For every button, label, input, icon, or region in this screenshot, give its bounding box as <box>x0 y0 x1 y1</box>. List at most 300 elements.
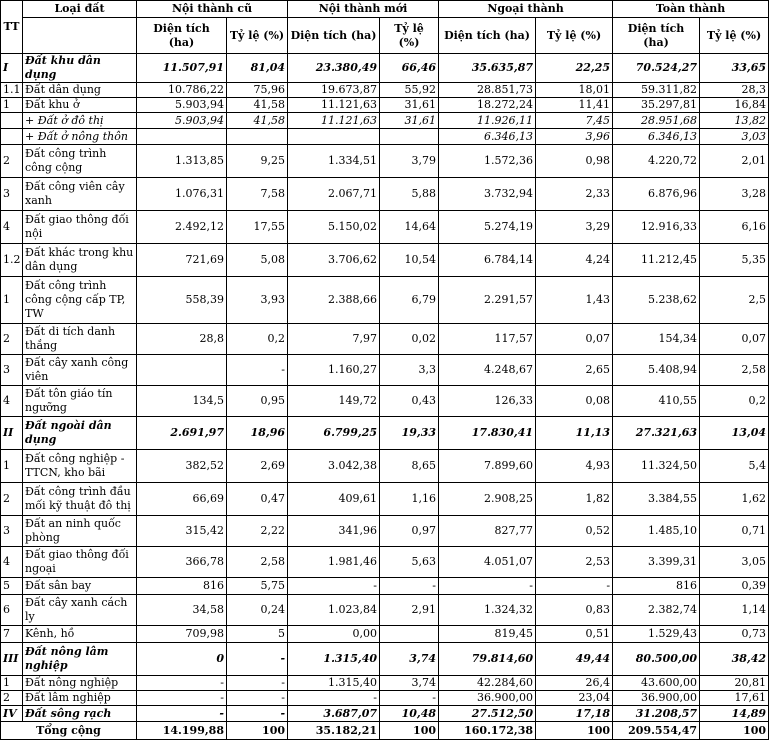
total-ratio-cell: 100 <box>227 722 288 740</box>
row-ratio-cell: 2,91 <box>380 595 439 626</box>
row-ratio-cell: 31,61 <box>380 98 439 113</box>
header-group-old-inner: Nội thành cũ <box>137 1 288 18</box>
row-area-cell: 79.814,60 <box>439 643 536 676</box>
table-row <box>1 145 769 178</box>
row-area-cell: 558,39 <box>137 277 227 324</box>
row-area-cell: 6.346,13 <box>439 129 536 145</box>
row-area-cell: 1.572,36 <box>439 145 536 178</box>
row-ratio-cell: 2,65 <box>536 355 613 386</box>
table-row <box>1 324 769 355</box>
row-land-type: Đất công trình công cộng cấp TP, TW <box>23 277 137 324</box>
table-row <box>1 54 769 83</box>
total-row <box>1 722 769 740</box>
table-row <box>1 643 769 676</box>
row-land-type: Đất ngoài dân dụng <box>23 417 137 450</box>
table-row <box>1 211 769 244</box>
row-area-cell: 1.315,40 <box>288 676 380 691</box>
row-area-cell: 34,58 <box>137 595 227 626</box>
row-area-cell: 819,45 <box>439 626 536 643</box>
table-row <box>1 676 769 691</box>
row-land-type: Đất khu ở <box>23 98 137 113</box>
row-area-cell: 5.238,62 <box>613 277 700 324</box>
row-area-cell: 28.951,68 <box>613 113 700 129</box>
row-area-cell: 3.399,31 <box>613 547 700 578</box>
row-area-cell: 28.851,73 <box>439 83 536 98</box>
table-row <box>1 450 769 483</box>
row-area-cell <box>288 129 380 145</box>
row-land-type: Đất công nghiệp - TTCN, kho bãi <box>23 450 137 483</box>
row-land-type: Đất giao thông đối nội <box>23 211 137 244</box>
row-land-type: Đất nông nghiệp <box>23 676 137 691</box>
row-ratio-cell: 3,3 <box>380 355 439 386</box>
row-area-cell: 341,96 <box>288 516 380 547</box>
row-ratio-cell: - <box>227 676 288 691</box>
row-ratio-cell: 0,47 <box>227 483 288 516</box>
row-area-cell: 36.900,00 <box>613 691 700 706</box>
total-area-cell: 14.199,88 <box>137 722 227 740</box>
row-area-cell: 6.876,96 <box>613 178 700 211</box>
header-area: Diện tích (ha) <box>439 18 536 54</box>
row-area-cell: - <box>137 676 227 691</box>
row-ratio-cell: 3,74 <box>380 643 439 676</box>
row-ratio-cell: 18,01 <box>536 83 613 98</box>
row-ratio-cell: 6,79 <box>380 277 439 324</box>
row-ratio-cell: 1,16 <box>380 483 439 516</box>
row-ratio-cell: 2,5 <box>700 277 769 324</box>
row-area-cell: 4.220,72 <box>613 145 700 178</box>
row-ratio-cell: 0,24 <box>227 595 288 626</box>
row-ratio-cell: - <box>380 691 439 706</box>
row-area-cell: 6.784,14 <box>439 244 536 277</box>
total-ratio-cell: 100 <box>536 722 613 740</box>
row-ratio-cell: 4,24 <box>536 244 613 277</box>
row-land-type: Đất cây xanh cách ly <box>23 595 137 626</box>
row-tt: 3 <box>1 355 23 386</box>
row-tt: 3 <box>1 516 23 547</box>
row-area-cell: 1.981,46 <box>288 547 380 578</box>
row-ratio-cell: 0,2 <box>700 386 769 417</box>
row-area-cell: 11.121,63 <box>288 98 380 113</box>
row-land-type: Đất khu dân dụng <box>23 54 137 83</box>
table-row <box>1 516 769 547</box>
total-area-cell: 160.172,38 <box>439 722 536 740</box>
row-area-cell: 11.212,45 <box>613 244 700 277</box>
row-ratio-cell: 49,44 <box>536 643 613 676</box>
total-area-cell: 209.554,47 <box>613 722 700 740</box>
row-ratio-cell: 3,79 <box>380 145 439 178</box>
row-area-cell: 134,5 <box>137 386 227 417</box>
row-ratio-cell: - <box>380 578 439 595</box>
row-tt: IV <box>1 706 23 722</box>
total-ratio-cell: 100 <box>700 722 769 740</box>
row-area-cell: 19.673,87 <box>288 83 380 98</box>
row-ratio-cell: 13,82 <box>700 113 769 129</box>
row-tt: 2 <box>1 145 23 178</box>
row-area-cell: 1.485,10 <box>613 516 700 547</box>
row-area-cell: 2.067,71 <box>288 178 380 211</box>
row-ratio-cell: 5,08 <box>227 244 288 277</box>
row-area-cell: 1.315,40 <box>288 643 380 676</box>
row-ratio-cell: 5,88 <box>380 178 439 211</box>
row-ratio-cell: 14,89 <box>700 706 769 722</box>
row-ratio-cell: - <box>227 355 288 386</box>
row-area-cell: 721,69 <box>137 244 227 277</box>
row-land-type: Kênh, hồ <box>23 626 137 643</box>
row-ratio-cell: 7,45 <box>536 113 613 129</box>
row-ratio-cell: - <box>227 691 288 706</box>
total-area-cell: 35.182,21 <box>288 722 380 740</box>
row-ratio-cell: 1,43 <box>536 277 613 324</box>
row-area-cell: 1.334,51 <box>288 145 380 178</box>
row-area-cell: 3.732,94 <box>439 178 536 211</box>
row-area-cell: 35.635,87 <box>439 54 536 83</box>
header-blank <box>23 18 137 54</box>
row-tt: 7 <box>1 626 23 643</box>
row-ratio-cell: 17,55 <box>227 211 288 244</box>
row-ratio-cell: 2,69 <box>227 450 288 483</box>
table-row <box>1 417 769 450</box>
row-land-type: Đất công trình công cộng <box>23 145 137 178</box>
row-area-cell: 2.382,74 <box>613 595 700 626</box>
row-area-cell: 409,61 <box>288 483 380 516</box>
row-area-cell: - <box>288 578 380 595</box>
table-header <box>1 1 769 54</box>
row-area-cell: 3.706,62 <box>288 244 380 277</box>
table-row <box>1 83 769 98</box>
table-row <box>1 113 769 129</box>
row-ratio-cell: 8,65 <box>380 450 439 483</box>
row-tt: 1 <box>1 277 23 324</box>
row-land-type: Đất dân dụng <box>23 83 137 98</box>
row-ratio-cell: 14,64 <box>380 211 439 244</box>
row-ratio-cell: 0,2 <box>227 324 288 355</box>
row-area-cell: 5.408,94 <box>613 355 700 386</box>
table-row <box>1 691 769 706</box>
row-tt: 2 <box>1 324 23 355</box>
row-tt: 4 <box>1 547 23 578</box>
table-row <box>1 626 769 643</box>
row-ratio-cell: 17,18 <box>536 706 613 722</box>
row-area-cell: 816 <box>613 578 700 595</box>
row-area-cell: 28,8 <box>137 324 227 355</box>
row-area-cell: 11.324,50 <box>613 450 700 483</box>
row-tt: 3 <box>1 178 23 211</box>
row-ratio-cell: 5,35 <box>700 244 769 277</box>
row-land-type: Đất lâm nghiệp <box>23 691 137 706</box>
row-area-cell: 31.208,57 <box>613 706 700 722</box>
table-row <box>1 178 769 211</box>
row-ratio-cell <box>227 129 288 145</box>
row-land-type: + Đất ở đô thị <box>23 113 137 129</box>
row-area-cell: 27.321,63 <box>613 417 700 450</box>
row-ratio-cell: 1,62 <box>700 483 769 516</box>
row-area-cell: 2.908,25 <box>439 483 536 516</box>
row-area-cell: 154,34 <box>613 324 700 355</box>
row-ratio-cell: 3,96 <box>536 129 613 145</box>
row-ratio-cell: 6,16 <box>700 211 769 244</box>
row-area-cell: 5.274,19 <box>439 211 536 244</box>
row-area-cell: 2.388,66 <box>288 277 380 324</box>
row-land-type: Đất tôn giáo tín ngưỡng <box>23 386 137 417</box>
row-area-cell: 11.507,91 <box>137 54 227 83</box>
row-ratio-cell: 41,58 <box>227 98 288 113</box>
row-area-cell: 17.830,41 <box>439 417 536 450</box>
row-tt: III <box>1 643 23 676</box>
row-area-cell: 709,98 <box>137 626 227 643</box>
row-area-cell: 3.042,38 <box>288 450 380 483</box>
row-ratio-cell: 13,04 <box>700 417 769 450</box>
row-tt: 5 <box>1 578 23 595</box>
row-ratio-cell: 0,71 <box>700 516 769 547</box>
row-area-cell: - <box>137 706 227 722</box>
row-land-type: Đất cây xanh công viên <box>23 355 137 386</box>
row-ratio-cell: 7,58 <box>227 178 288 211</box>
row-ratio-cell: 10,54 <box>380 244 439 277</box>
header-area: Diện tích (ha) <box>137 18 227 54</box>
row-ratio-cell <box>380 626 439 643</box>
row-area-cell: 70.524,27 <box>613 54 700 83</box>
row-area-cell: 42.284,60 <box>439 676 536 691</box>
table-row <box>1 547 769 578</box>
row-area-cell: 43.600,00 <box>613 676 700 691</box>
row-ratio-cell: 2,01 <box>700 145 769 178</box>
row-area-cell: 2.691,97 <box>137 417 227 450</box>
row-ratio-cell: 3,03 <box>700 129 769 145</box>
row-area-cell: 4.248,67 <box>439 355 536 386</box>
row-ratio-cell: 20,81 <box>700 676 769 691</box>
row-ratio-cell: 41,58 <box>227 113 288 129</box>
total-label: Tổng cộng <box>1 722 137 740</box>
row-ratio-cell: 5 <box>227 626 288 643</box>
row-area-cell: 7,97 <box>288 324 380 355</box>
row-area-cell <box>137 129 227 145</box>
row-ratio-cell: 19,33 <box>380 417 439 450</box>
row-ratio-cell: 3,93 <box>227 277 288 324</box>
row-tt: 1 <box>1 676 23 691</box>
row-area-cell: - <box>439 578 536 595</box>
row-area-cell: - <box>137 691 227 706</box>
row-ratio-cell: 3,29 <box>536 211 613 244</box>
table-row <box>1 595 769 626</box>
row-ratio-cell: 1,82 <box>536 483 613 516</box>
row-ratio-cell: 66,46 <box>380 54 439 83</box>
row-land-type: Đất khác trong khu dân dụng <box>23 244 137 277</box>
row-area-cell: 1.313,85 <box>137 145 227 178</box>
header-land-type: Loại đất <box>23 1 137 18</box>
table-row <box>1 98 769 113</box>
row-area-cell: 27.512,50 <box>439 706 536 722</box>
row-ratio-cell: 2,58 <box>227 547 288 578</box>
row-area-cell: 10.786,22 <box>137 83 227 98</box>
row-area-cell: 3.687,07 <box>288 706 380 722</box>
row-ratio-cell: 33,65 <box>700 54 769 83</box>
table-row <box>1 355 769 386</box>
row-ratio-cell: 3,05 <box>700 547 769 578</box>
table-row <box>1 706 769 722</box>
row-land-type: + Đất ở nông thôn <box>23 129 137 145</box>
row-ratio-cell: 11,41 <box>536 98 613 113</box>
row-area-cell: 0 <box>137 643 227 676</box>
header-group-whole-city: Toàn thành <box>613 1 769 18</box>
row-tt: 4 <box>1 211 23 244</box>
row-land-type: Đất giao thông đối ngoại <box>23 547 137 578</box>
header-group-suburban: Ngoại thành <box>439 1 613 18</box>
row-area-cell <box>137 355 227 386</box>
row-ratio-cell: 0,39 <box>700 578 769 595</box>
row-area-cell: 35.297,81 <box>613 98 700 113</box>
row-area-cell: 1.160,27 <box>288 355 380 386</box>
row-ratio-cell: 0,95 <box>227 386 288 417</box>
row-tt: 2 <box>1 483 23 516</box>
row-ratio-cell: 0,51 <box>536 626 613 643</box>
row-ratio-cell: 2,58 <box>700 355 769 386</box>
row-ratio-cell <box>380 129 439 145</box>
row-area-cell: 1.324,32 <box>439 595 536 626</box>
total-ratio-cell: 100 <box>380 722 439 740</box>
row-ratio-cell: 11,13 <box>536 417 613 450</box>
row-tt: 6 <box>1 595 23 626</box>
header-ratio: Tỷ lệ (%) <box>536 18 613 54</box>
row-ratio-cell: 0,08 <box>536 386 613 417</box>
row-area-cell: 59.311,82 <box>613 83 700 98</box>
row-ratio-cell: 0,73 <box>700 626 769 643</box>
header-ratio: Tỷ lệ (%) <box>700 18 769 54</box>
row-area-cell: 126,33 <box>439 386 536 417</box>
row-land-type: Đất sông rạch <box>23 706 137 722</box>
row-ratio-cell: 0,43 <box>380 386 439 417</box>
header-area: Diện tích (ha) <box>613 18 700 54</box>
row-land-type: Đất nông lâm nghiệp <box>23 643 137 676</box>
row-area-cell: 11.926,11 <box>439 113 536 129</box>
row-ratio-cell: 81,04 <box>227 54 288 83</box>
row-area-cell: 366,78 <box>137 547 227 578</box>
row-ratio-cell: 1,14 <box>700 595 769 626</box>
row-area-cell: 11.121,63 <box>288 113 380 129</box>
row-area-cell: 827,77 <box>439 516 536 547</box>
row-area-cell: 80.500,00 <box>613 643 700 676</box>
row-area-cell: 5.903,94 <box>137 98 227 113</box>
row-ratio-cell: 75,96 <box>227 83 288 98</box>
row-ratio-cell: 2,33 <box>536 178 613 211</box>
row-land-type: Đất sân bay <box>23 578 137 595</box>
row-area-cell: 5.903,94 <box>137 113 227 129</box>
row-land-type: Đất công trình đầu mối kỹ thuật đô thị <box>23 483 137 516</box>
row-ratio-cell: 55,92 <box>380 83 439 98</box>
row-tt <box>1 113 23 129</box>
row-tt: 1.2 <box>1 244 23 277</box>
row-area-cell: 5.150,02 <box>288 211 380 244</box>
row-ratio-cell: 3,28 <box>700 178 769 211</box>
row-ratio-cell: 0,07 <box>700 324 769 355</box>
row-area-cell: 3.384,55 <box>613 483 700 516</box>
row-tt: 1 <box>1 450 23 483</box>
header-ratio: Tỷ lệ (%) <box>380 18 439 54</box>
row-ratio-cell: 17,61 <box>700 691 769 706</box>
table-row <box>1 386 769 417</box>
header-ratio: Tỷ lệ (%) <box>227 18 288 54</box>
row-ratio-cell: 2,53 <box>536 547 613 578</box>
row-area-cell: 23.380,49 <box>288 54 380 83</box>
row-tt: 4 <box>1 386 23 417</box>
row-ratio-cell: 26,4 <box>536 676 613 691</box>
row-ratio-cell: 18,96 <box>227 417 288 450</box>
row-area-cell: 7.899,60 <box>439 450 536 483</box>
row-ratio-cell: 0,97 <box>380 516 439 547</box>
row-ratio-cell: 5,63 <box>380 547 439 578</box>
row-land-type: Đất di tích danh thắng <box>23 324 137 355</box>
row-ratio-cell: 38,42 <box>700 643 769 676</box>
row-area-cell: 1.023,84 <box>288 595 380 626</box>
row-area-cell: 66,69 <box>137 483 227 516</box>
row-tt: 1 <box>1 98 23 113</box>
table-row <box>1 244 769 277</box>
table-body <box>1 54 769 740</box>
row-ratio-cell: - <box>227 706 288 722</box>
row-ratio-cell: 4,93 <box>536 450 613 483</box>
row-area-cell: 36.900,00 <box>439 691 536 706</box>
row-area-cell: 18.272,24 <box>439 98 536 113</box>
row-ratio-cell: 10,48 <box>380 706 439 722</box>
row-ratio-cell: 22,25 <box>536 54 613 83</box>
row-ratio-cell: 0,83 <box>536 595 613 626</box>
row-ratio-cell: 5,4 <box>700 450 769 483</box>
row-area-cell: 117,57 <box>439 324 536 355</box>
row-ratio-cell: 3,74 <box>380 676 439 691</box>
table-row <box>1 578 769 595</box>
row-area-cell: 382,52 <box>137 450 227 483</box>
row-area-cell: 1.076,31 <box>137 178 227 211</box>
header-tt: TT <box>1 1 23 54</box>
header-area: Diện tích (ha) <box>288 18 380 54</box>
row-ratio-cell: 31,61 <box>380 113 439 129</box>
row-ratio-cell: 2,22 <box>227 516 288 547</box>
row-area-cell: - <box>288 691 380 706</box>
row-land-type: Đất công viên cây xanh <box>23 178 137 211</box>
table-row <box>1 129 769 145</box>
row-tt: II <box>1 417 23 450</box>
row-ratio-cell: 0,52 <box>536 516 613 547</box>
row-tt <box>1 129 23 145</box>
header-group-new-inner: Nội thành mới <box>288 1 439 18</box>
row-ratio-cell: 16,84 <box>700 98 769 113</box>
row-area-cell: 6.799,25 <box>288 417 380 450</box>
row-area-cell: 2.291,57 <box>439 277 536 324</box>
row-tt: 2 <box>1 691 23 706</box>
row-area-cell: 2.492,12 <box>137 211 227 244</box>
row-ratio-cell: 0,07 <box>536 324 613 355</box>
row-tt: 1.1 <box>1 83 23 98</box>
row-area-cell: 410,55 <box>613 386 700 417</box>
row-ratio-cell: - <box>536 578 613 595</box>
table-row <box>1 483 769 516</box>
row-area-cell: 1.529,43 <box>613 626 700 643</box>
row-land-type: Đất an ninh quốc phòng <box>23 516 137 547</box>
row-ratio-cell: 28,3 <box>700 83 769 98</box>
row-area-cell: 0,00 <box>288 626 380 643</box>
row-area-cell: 12.916,33 <box>613 211 700 244</box>
row-tt: I <box>1 54 23 83</box>
row-ratio-cell: - <box>227 643 288 676</box>
row-area-cell: 816 <box>137 578 227 595</box>
row-ratio-cell: 23,04 <box>536 691 613 706</box>
row-ratio-cell: 9,25 <box>227 145 288 178</box>
row-area-cell: 4.051,07 <box>439 547 536 578</box>
table-row <box>1 277 769 324</box>
row-area-cell: 315,42 <box>137 516 227 547</box>
row-area-cell: 149,72 <box>288 386 380 417</box>
row-area-cell: 6.346,13 <box>613 129 700 145</box>
row-ratio-cell: 0,02 <box>380 324 439 355</box>
